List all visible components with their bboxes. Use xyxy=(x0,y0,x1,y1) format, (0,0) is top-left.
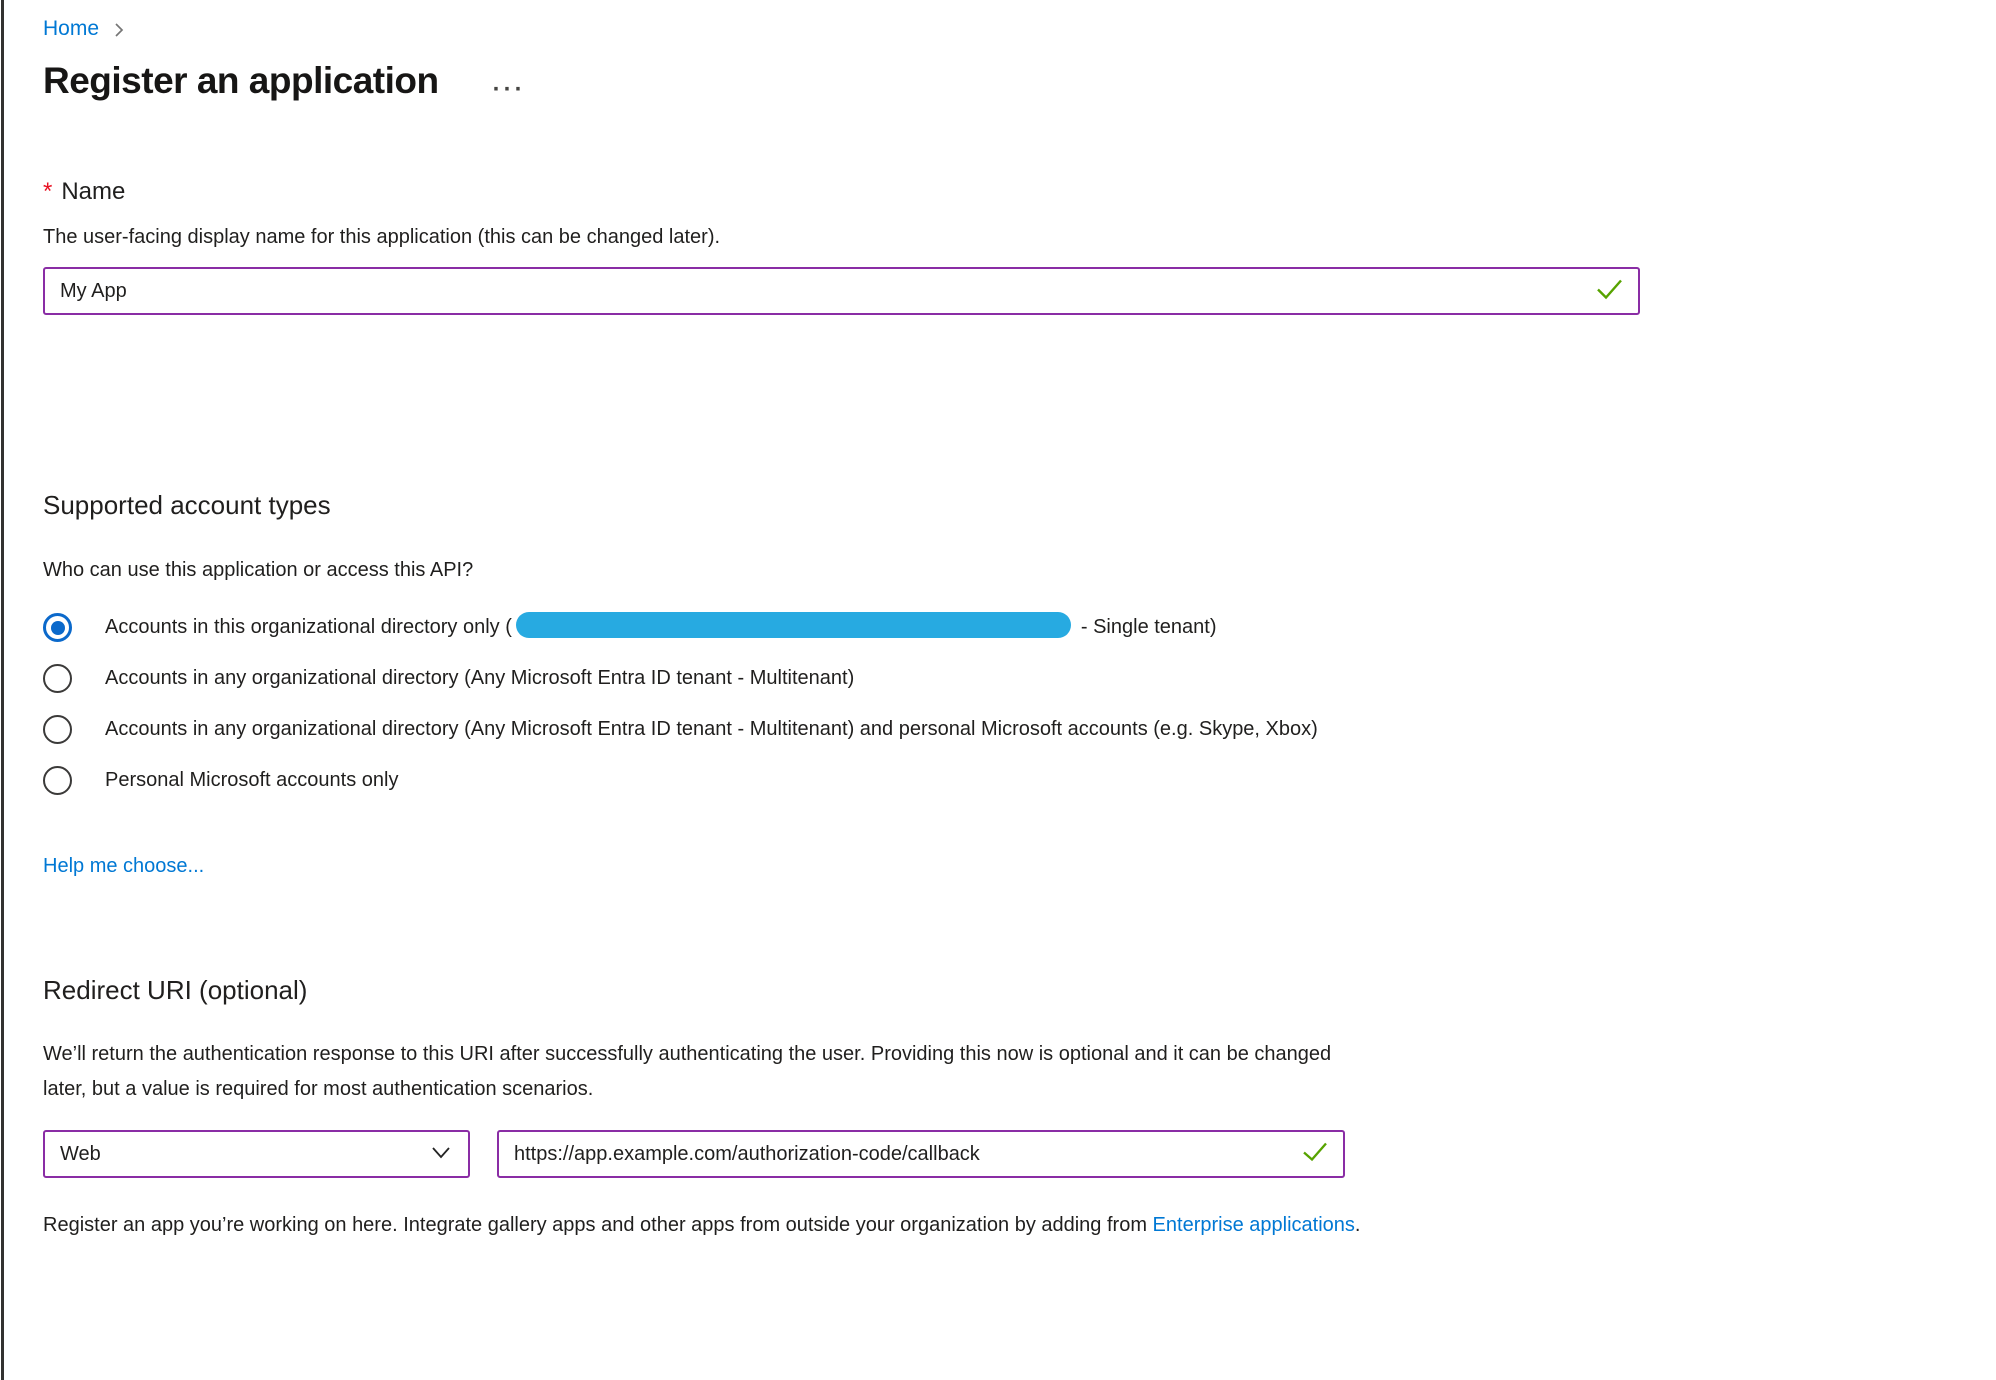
breadcrumb xyxy=(43,16,1996,42)
radio-button[interactable] xyxy=(43,715,72,744)
platform-select-value: Web xyxy=(60,1142,101,1165)
enterprise-applications-link[interactable]: Enterprise applications xyxy=(1152,1214,1355,1236)
redirect-uri-input[interactable] xyxy=(497,1130,1345,1178)
platform-select[interactable] xyxy=(43,1130,470,1178)
account-types-radio-group xyxy=(43,610,1996,798)
page-header xyxy=(43,58,1996,104)
footer-note xyxy=(43,1213,1996,1238)
name-label-text: Name xyxy=(61,178,126,205)
more-ellipsis-icon[interactable]: ··· xyxy=(492,76,526,103)
radio-option-multitenant-personal[interactable] xyxy=(43,712,1996,747)
name-field-label xyxy=(43,178,1996,206)
radio-option-single-tenant[interactable] xyxy=(43,610,1996,645)
name-field-hint: The user-facing display name for this application (this can be changed later). xyxy=(43,226,721,248)
radio-option-label: Accounts in any organizational directory (Any Microsoft Entra ID tenant - Multitenant) and personal Microsoft accounts (e.g. Skype, Xbox) xyxy=(105,718,1318,740)
footer-text: Register an app you’re working on here. Integrate gallery apps and other apps from outside your organization by adding from xyxy=(43,1214,1153,1236)
name-input-container xyxy=(43,267,1640,315)
footer-text-period: . xyxy=(1354,1214,1361,1236)
help-me-choose-link[interactable]: Help me choose... xyxy=(43,855,205,877)
required-marker: * xyxy=(43,178,53,205)
redirect-uri-description: We’ll return the authentication response to this URI after successfully authenticating the user. Providing this now is optional and it can be changed later, but a value is required for most authentication scenarios. xyxy=(43,1043,1332,1100)
radio-option-label: Personal Microsoft accounts only xyxy=(105,769,399,791)
redirect-uri-input-container xyxy=(497,1130,1345,1178)
chevron-right-icon xyxy=(111,19,127,41)
name-input[interactable] xyxy=(43,267,1640,315)
option-text-suffix: - Single tenant) xyxy=(1080,616,1217,638)
supported-account-types-heading: Supported account types xyxy=(43,490,331,520)
redirect-uri-heading: Redirect URI (optional) xyxy=(43,975,308,1005)
radio-button[interactable] xyxy=(43,664,72,693)
account-types-question: Who can use this application or access this API? xyxy=(43,559,474,581)
radio-option-label xyxy=(105,610,1217,645)
radio-button-selected[interactable] xyxy=(43,613,72,642)
chevron-down-icon xyxy=(428,1140,454,1169)
radio-button[interactable] xyxy=(43,766,72,795)
redacted-tenant-name xyxy=(516,612,1071,638)
radio-option-personal-only[interactable] xyxy=(43,763,1996,798)
option-text-prefix: Accounts in this organizational directory only ( xyxy=(105,616,512,638)
radio-option-label: Accounts in any organizational directory (Any Microsoft Entra ID tenant - Multitenant) xyxy=(105,667,855,689)
redirect-uri-row xyxy=(43,1130,1996,1178)
radio-option-multitenant[interactable] xyxy=(43,661,1996,696)
blade-left-border xyxy=(1,0,4,1380)
breadcrumb-home-link[interactable]: Home xyxy=(43,17,100,40)
page-title: Register an application xyxy=(43,60,439,101)
